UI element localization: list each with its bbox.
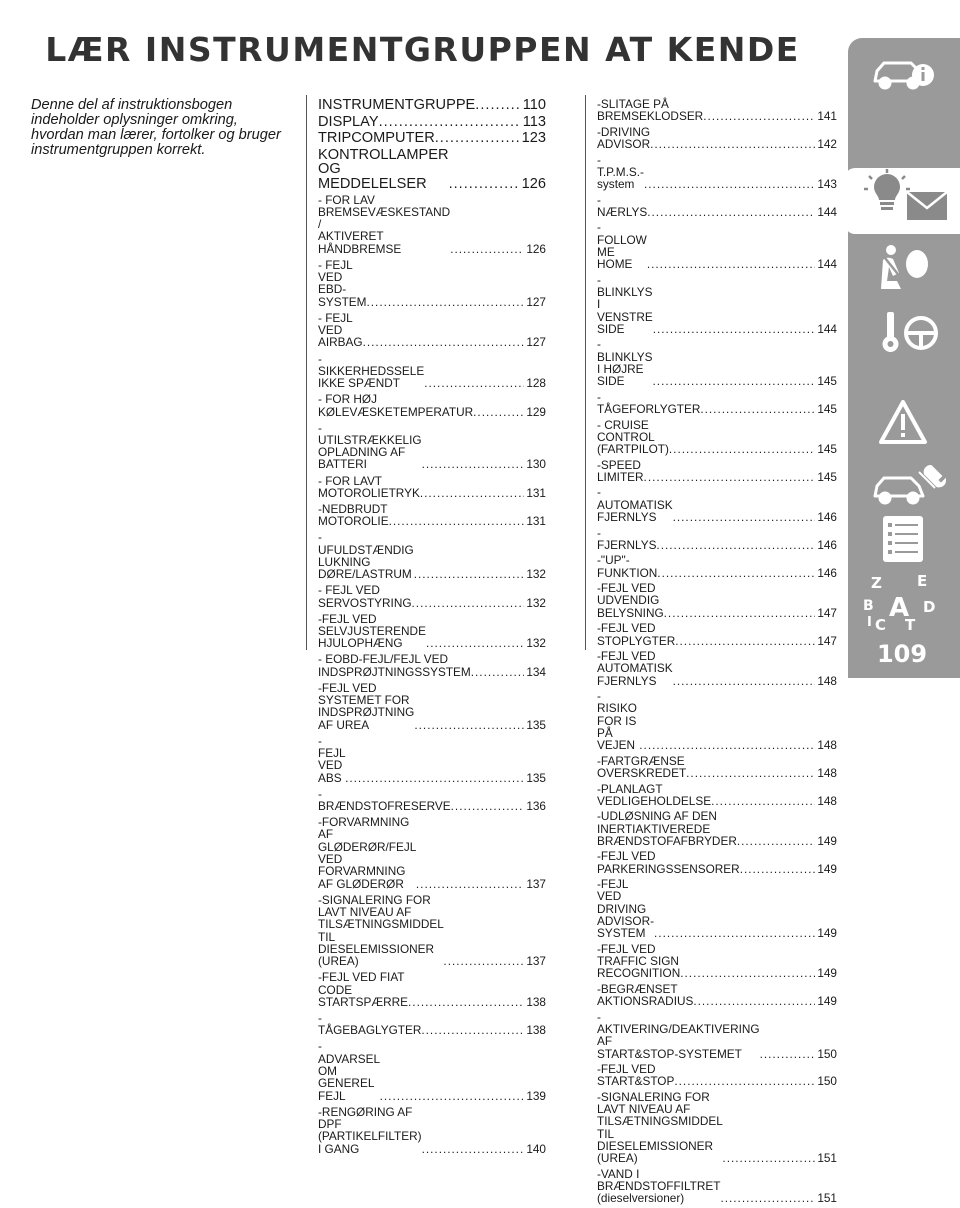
- toc-entry-title: - FOLLOW ME HOME: [597, 220, 647, 272]
- toc-entry-page: 132: [526, 595, 546, 610]
- toc-entry-page: 149: [817, 833, 837, 848]
- toc-entry-page: 146: [817, 537, 837, 552]
- dot-leader: [414, 568, 525, 580]
- toc-entry-title: - BLINKLYS I VENSTRE SIDE: [597, 272, 653, 336]
- index-letter: B: [863, 598, 874, 614]
- toc-entry[interactable]: [318, 259, 546, 308]
- toc-entry-title: -DRIVING ADVISOR: [597, 124, 651, 152]
- index-letter: T: [905, 616, 916, 632]
- dot-leader: [414, 719, 524, 731]
- toc-entry[interactable]: [318, 735, 546, 784]
- toc-entry-title: - FEJL VED SERVOSTYRING: [318, 583, 412, 610]
- toc-entry[interactable]: [597, 622, 837, 647]
- dot-leader: [669, 443, 815, 455]
- toc-entry[interactable]: [597, 338, 837, 387]
- dot-leader: [412, 597, 525, 609]
- toc-entry-page: 131: [526, 514, 546, 529]
- toc-entry-page: 132: [526, 567, 546, 582]
- toc-entry[interactable]: [318, 816, 546, 890]
- toc-entry-title: -FEJL VED AUTOMATISK FJERNLYS: [597, 648, 673, 688]
- toc-entry[interactable]: [597, 783, 837, 808]
- toc-entry-title: -RISIKO FOR IS PÅ VEJEN: [597, 689, 637, 753]
- toc-entry-title: DISPLAY: [318, 113, 379, 130]
- tab-in-emergency[interactable]: [853, 398, 960, 454]
- toc-entry-page: 139: [526, 1088, 546, 1103]
- toc-entry-page: 138: [526, 994, 546, 1009]
- toc-entry-title: -FEJL VED PARKERINGSSENSORER: [597, 849, 740, 876]
- toc-entry-title: -SIGNALERING FOR LAVT NIVEAU AF TILSÆTNINGSMIDDEL TIL DIESELEMISSIONER (UREA): [597, 1089, 723, 1166]
- dot-leader: [647, 206, 815, 218]
- toc-entry-page: 149: [817, 994, 837, 1009]
- toc-entry-page: 145: [817, 470, 837, 484]
- toc-entry-title: -NEDBRUDT MOTOROLIE: [318, 501, 389, 529]
- toc-entry-title: -VAND I BRÆNDSTOFFILTRET (dieselversioner): [597, 1166, 721, 1206]
- toc-entry-title: -FEJL VED START&STOP: [597, 1062, 675, 1089]
- toc-entry-title: - NÆRLYS: [597, 192, 648, 219]
- toc-entry[interactable]: [597, 943, 837, 980]
- toc-entry-title: -FEJL VED UDVENDIG BELYSNING: [597, 581, 664, 620]
- index-letter: A: [889, 593, 910, 623]
- dot-leader: [435, 131, 520, 146]
- dot-leader: [475, 98, 520, 113]
- toc-entry-title: - FOR LAVT MOTOROLIETRYK: [318, 473, 420, 500]
- intro-text: Denne del af instruktionsbogen indeholder oplysninger omkring, hvordan man lærer, fortolker og bruger instrumentgruppen korrekt.: [31, 97, 281, 158]
- toc-entry[interactable]: [597, 154, 837, 191]
- toc-entry-title: - AUTOMATISK FJERNLYS: [597, 485, 673, 525]
- toc-entry-page: 150: [817, 1046, 837, 1061]
- dot-leader: [420, 487, 524, 499]
- dot-leader: [416, 878, 524, 890]
- toc-entry-page: 145: [817, 442, 837, 457]
- toc-entry[interactable]: [318, 1012, 546, 1037]
- toc-entry-page: 113: [522, 113, 546, 130]
- dot-leader: [644, 178, 815, 190]
- dot-leader: [740, 863, 816, 875]
- toc-entry[interactable]: [597, 1168, 837, 1205]
- toc-entry-title: - SIKKERHEDSSELE IKKE SPÆNDT: [318, 351, 425, 391]
- tab-instrument-cluster[interactable]: [845, 168, 960, 234]
- toc-entry-page: 149: [817, 966, 837, 981]
- tab-car-overview[interactable]: [853, 45, 960, 101]
- toc-entry-title: - ADVARSEL OM GENEREL FEJL: [318, 1039, 380, 1103]
- seatbelt-airbag-icon: [853, 240, 960, 296]
- toc-entry-title: INSTRUMENTGRUPPE: [318, 97, 476, 113]
- car-info-icon: [853, 45, 960, 101]
- toc-entry-page: 148: [817, 738, 837, 753]
- toc-entry-title: - T.P.M.S.-system: [597, 152, 644, 192]
- toc-entry[interactable]: [597, 1063, 837, 1088]
- toc-entry-title: -TÅGEFORLYGTER: [597, 389, 701, 417]
- toc-entry-page: 126: [521, 175, 546, 192]
- toc-entry-page: 142: [817, 137, 837, 152]
- toc-entry[interactable]: [597, 582, 837, 619]
- car-service-icon: [853, 458, 960, 514]
- dot-leader: [644, 471, 816, 483]
- toc-entry-page: 150: [817, 1074, 837, 1089]
- toc-entry-title: - EOBD-FEJL/FEJL VED INDSPRØJTNINGSSYSTEM: [318, 652, 471, 679]
- toc-entry-page: 123: [521, 130, 546, 147]
- toc-entry-title: - CRUISE CONTROL (FARTPILOT): [597, 417, 669, 457]
- dot-leader: [408, 996, 524, 1008]
- toc-entry[interactable]: [318, 531, 546, 580]
- toc-entry-page: 138: [526, 1023, 546, 1038]
- page-number: 109: [876, 640, 928, 668]
- tab-safety[interactable]: [853, 240, 960, 296]
- toc-entry[interactable]: [318, 584, 546, 609]
- toc-entry[interactable]: [318, 422, 546, 471]
- toc-entry-title: -BRÆNDSTOFRESERVE: [318, 786, 451, 814]
- toc-entry-page: 151: [817, 1151, 837, 1166]
- toc-entry[interactable]: [318, 503, 546, 528]
- index-letter: Z: [871, 574, 882, 592]
- dot-leader: [422, 458, 525, 470]
- toc-entry-page: 127: [526, 335, 546, 350]
- dot-leader: [473, 406, 524, 418]
- dot-leader: [656, 539, 815, 551]
- dot-leader: [720, 1192, 815, 1204]
- dot-leader: [443, 955, 524, 967]
- tab-alphabetical-index[interactable]: [853, 572, 960, 632]
- toc-entry-page: 137: [526, 954, 546, 969]
- toc-entry[interactable]: [318, 115, 546, 130]
- toc-entry-page: 127: [526, 294, 546, 309]
- dot-leader: [680, 967, 815, 979]
- toc-entry-title: -FEJL VED FIAT CODE STARTSPÆRRE: [318, 970, 409, 1009]
- toc-entry-title: -AKTIVERING/DEAKTIVERING AF START&STOP-SYSTEMET: [597, 1009, 760, 1061]
- toc-entry[interactable]: [318, 971, 546, 1008]
- toc-entry-title: -FEJL VED TRAFFIC SIGN RECOGNITION: [597, 941, 681, 981]
- toc-entry-title: - FEJL VED AIRBAG: [318, 310, 363, 350]
- toc-entry-title: -"UP"-FUNKTION: [597, 553, 658, 580]
- toc-entry-page: 149: [817, 926, 837, 941]
- column-divider: [585, 95, 586, 650]
- toc-entry[interactable]: [597, 98, 837, 123]
- toc-entry[interactable]: [318, 788, 546, 813]
- toc-entry-page: 131: [526, 485, 546, 500]
- toc-entry[interactable]: [597, 419, 837, 456]
- toc-entry-page: 144: [817, 257, 837, 272]
- dot-leader: [379, 115, 521, 130]
- dot-leader: [711, 795, 815, 807]
- dot-leader: [686, 767, 815, 779]
- toc-entry-title: -UFULDSTÆNDIG LUKNING DØRE/LASTRUM: [318, 530, 414, 582]
- toc-entry[interactable]: [318, 148, 546, 192]
- toc-entry[interactable]: [597, 486, 837, 523]
- toc-entry[interactable]: [597, 221, 837, 270]
- toc-entry-page: 126: [526, 241, 546, 256]
- toc-entry-page: 149: [817, 861, 837, 876]
- toc-entry[interactable]: [318, 312, 546, 349]
- dot-leader: [471, 666, 525, 678]
- toc-entry[interactable]: [597, 690, 837, 751]
- toc-column-1: [318, 98, 546, 1159]
- toc-entry[interactable]: [597, 194, 837, 219]
- warning-triangle-icon: [853, 398, 960, 454]
- toc-entry-title: -FORVARMNING AF GLØDERØR/FEJL VED FORVARMNING AF GLØDERØR: [318, 815, 416, 891]
- toc-entry-title: - FEJL VED EBD-SYSTEM: [318, 257, 367, 309]
- tab-starting-driving[interactable]: [853, 306, 960, 362]
- toc-entry[interactable]: [597, 274, 837, 335]
- dot-leader: [673, 511, 816, 523]
- toc-entry-title: - BLINKLYS I HØJRE SIDE: [597, 337, 653, 389]
- toc-entry-title: -FEJL VED STOPLYGTER: [597, 621, 676, 648]
- toc-entry-title: KONTROLLAMPER OG MEDDELELSER: [318, 146, 449, 192]
- dot-leader: [654, 927, 815, 939]
- toc-entry-page: 147: [817, 605, 837, 620]
- toc-entry-title: - UTILSTRÆKKELIG OPLADNING AF BATTERI: [318, 420, 422, 472]
- toc-entry-page: 135: [526, 717, 546, 732]
- dot-leader: [363, 336, 525, 348]
- toc-entry[interactable]: [318, 653, 546, 678]
- toc-entry-page: 146: [817, 510, 837, 525]
- toc-entry-title: -SIGNALERING FOR LAVT NIVEAU AF TILSÆTNINGSMIDDEL TIL DIESELEMISSIONER (UREA): [318, 892, 444, 969]
- toc-entry-page: 141: [817, 109, 837, 124]
- toc-entry[interactable]: [597, 983, 837, 1008]
- dot-leader: [653, 375, 816, 387]
- toc-entry[interactable]: [318, 682, 546, 731]
- dot-leader: [674, 1075, 815, 1087]
- dot-leader: [703, 110, 815, 122]
- toc-entry[interactable]: [318, 353, 546, 390]
- dot-leader: [760, 1048, 816, 1060]
- toc-entry-page: 148: [817, 673, 837, 688]
- toc-entry-page: 148: [817, 766, 837, 781]
- toc-entry-title: - FJERNLYS: [597, 525, 657, 552]
- dot-leader: [647, 258, 816, 270]
- dot-leader: [345, 772, 524, 784]
- toc-entry[interactable]: [597, 527, 837, 552]
- toc-entry-title: TRIPCOMPUTER: [318, 130, 435, 147]
- toc-entry-title: -BEGRÆNSET AKTIONSRADIUS: [597, 981, 694, 1009]
- dot-leader: [380, 1090, 525, 1102]
- toc-entry[interactable]: [318, 98, 546, 113]
- toc-entry[interactable]: [597, 810, 837, 847]
- toc-entry[interactable]: [597, 878, 837, 939]
- toc-entry-title: -FARTGRÆNSE OVERSKREDET: [597, 753, 687, 781]
- toc-entry-page: 151: [817, 1191, 837, 1206]
- toc-entry[interactable]: [597, 755, 837, 780]
- toc-entry-page: 145: [817, 374, 837, 389]
- toc-entry-page: 128: [526, 376, 546, 391]
- toc-entry[interactable]: [597, 1011, 837, 1060]
- toc-entry-page: 130: [526, 457, 546, 472]
- dot-leader: [664, 607, 816, 619]
- dot-leader: [693, 995, 815, 1007]
- toc-entry-title: -RENGØRING AF DPF (PARTIKELFILTER) I GANG: [318, 1104, 422, 1156]
- toc-entry-page: 143: [817, 177, 837, 192]
- toc-entry-page: 148: [817, 793, 837, 808]
- toc-entry[interactable]: [318, 194, 546, 255]
- dot-leader: [653, 323, 816, 335]
- toc-entry[interactable]: [318, 475, 546, 500]
- dot-leader: [639, 739, 815, 751]
- toc-entry-page: 140: [526, 1141, 546, 1156]
- dot-leader: [737, 835, 815, 847]
- dot-leader: [700, 403, 815, 415]
- toc-entry[interactable]: [318, 1106, 546, 1155]
- dot-leader: [722, 1152, 815, 1164]
- index-letter: I: [867, 615, 872, 630]
- toc-entry[interactable]: [318, 131, 546, 146]
- toc-entry[interactable]: [318, 393, 546, 418]
- toc-entry-page: 144: [817, 204, 837, 219]
- column-divider: [306, 95, 307, 650]
- toc-entry-page: 146: [817, 565, 837, 580]
- toc-entry-page: 135: [526, 770, 546, 785]
- dot-leader: [650, 138, 815, 150]
- dot-leader: [449, 177, 520, 192]
- alphabetical-index-icon: [853, 572, 960, 632]
- toc-entry-page: 144: [817, 321, 837, 336]
- tab-service-maintenance[interactable]: [853, 458, 960, 514]
- toc-entry-title: -FEJL VED SYSTEMET FOR INDSPRØJTNING AF UREA: [318, 680, 415, 732]
- toc-entry-title: -FEJL VED SELVJUSTERENDE HJULOPHÆNG: [318, 611, 426, 651]
- toc-entry-page: 147: [817, 633, 837, 648]
- dot-leader: [422, 1143, 525, 1155]
- toc-entry-title: - FEJL VED ABS: [318, 733, 346, 785]
- dot-leader: [675, 635, 815, 647]
- toc-entry-title: -PLANLAGT VEDLIGEHOLDELSE: [597, 781, 712, 808]
- toc-entry-title: -SPEED LIMITER: [597, 457, 644, 484]
- toc-entry-page: 136: [526, 799, 546, 814]
- toc-entry-page: 129: [526, 404, 546, 419]
- toc-entry[interactable]: [597, 1091, 837, 1165]
- toc-entry-page: 137: [526, 876, 546, 891]
- dot-leader: [673, 675, 816, 687]
- toc-entry-page: 145: [817, 402, 837, 417]
- specifications-list-icon: [853, 512, 960, 568]
- dot-leader: [426, 637, 524, 649]
- dot-leader: [367, 296, 525, 308]
- toc-entry[interactable]: [318, 894, 546, 968]
- key-steering-wheel-icon: [853, 306, 960, 362]
- toc-entry[interactable]: [597, 126, 837, 151]
- dot-leader: [389, 515, 525, 527]
- index-letter: C: [875, 616, 887, 632]
- dot-leader: [451, 800, 525, 812]
- toc-entry-title: -FEJL VED DRIVING ADVISOR-SYSTEM: [597, 877, 655, 941]
- toc-entry-title: -SLITAGE PÅ BREMSEKLODSER: [597, 97, 704, 124]
- page-title: LÆR INSTRUMENTGRUPPEN AT KENDE: [45, 30, 800, 69]
- dot-leader: [421, 1024, 524, 1036]
- toc-entry[interactable]: [597, 459, 837, 484]
- dashboard-warning-light-icon: [845, 168, 960, 234]
- toc-entry[interactable]: [318, 1040, 546, 1101]
- tab-technical-specifications[interactable]: [853, 512, 960, 568]
- toc-entry-title: -UDLØSNING AF DEN INERTIAKTIVEREDE BRÆNDSTOFAFBRYDER: [597, 809, 737, 848]
- toc-entry-page: 134: [526, 664, 546, 679]
- toc-entry-title: - TÅGEBAGLYGTER: [318, 1011, 422, 1038]
- toc-entry[interactable]: [318, 613, 546, 650]
- toc-entry[interactable]: [597, 391, 837, 416]
- toc-entry-title: - FOR HØJ KØLEVÆSKETEMPERATUR: [318, 392, 474, 419]
- dot-leader: [424, 377, 524, 389]
- toc-entry[interactable]: [597, 650, 837, 687]
- index-letter: E: [917, 572, 928, 590]
- toc-entry[interactable]: [597, 850, 837, 875]
- dot-leader: [657, 567, 815, 579]
- toc-entry-page: 132: [526, 636, 546, 651]
- toc-entry-page: 110: [522, 97, 546, 113]
- toc-entry[interactable]: [597, 554, 837, 579]
- toc-entry-title: - FOR LAV BREMSEVÆSKESTAND / AKTIVERET HÅNDBREMSE: [318, 192, 451, 256]
- toc-column-2: [597, 98, 837, 1208]
- dot-leader: [450, 243, 524, 255]
- index-letter: D: [923, 598, 936, 616]
